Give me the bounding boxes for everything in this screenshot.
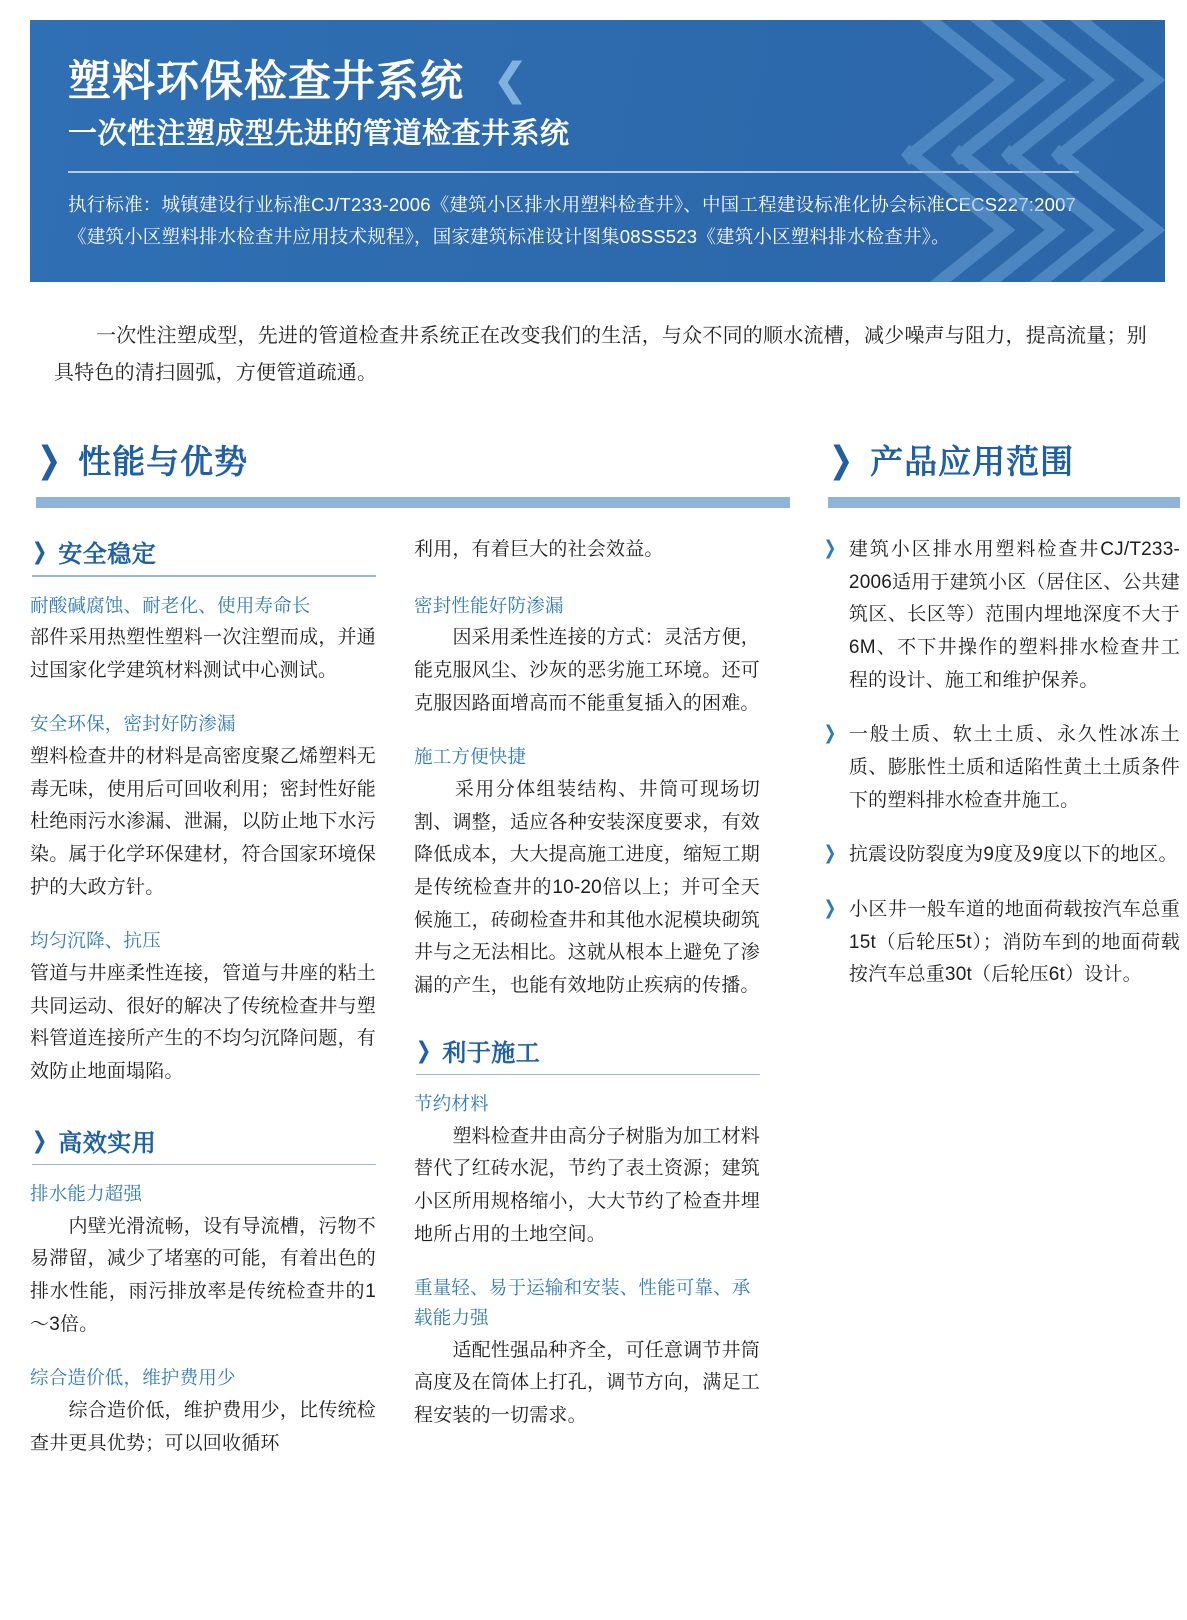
feature-text: 综合造价低，维护费用少，比传统检查井更具优势；可以回收循环: [30, 1400, 376, 1454]
right-section-bar: [828, 497, 1180, 508]
chevron-right-icon: ❯: [37, 438, 62, 480]
right-section-title: 产品应用范围: [870, 443, 1075, 480]
feature-title: 耐酸碱腐蚀、耐老化、使用寿命长: [30, 594, 311, 616]
list-item: [822, 534, 1180, 697]
chevron-right-icon: ❯: [823, 843, 837, 865]
banner-standards-text: 执行标准：城镇建设行业标准CJ/T233-2006《建筑小区排水用塑料检查井》、中国工程建设标准化协会标准CECS227:2007《建筑小区塑料排水检查井应用技术规程》，国家建筑标准设计图集08SS523《建筑小区塑料排水检查井》。: [68, 193, 1077, 247]
document-page: [0, 20, 1187, 1620]
feature-item: [30, 1363, 376, 1460]
feature-text: 部件采用热塑性塑料一次注塑而成，并通过国家化学建筑材料测试中心测试。: [30, 627, 376, 681]
double-chevron-left-icon: ❮: [492, 55, 530, 104]
feature-item: [414, 742, 760, 1002]
chevron-right-icon: ❯: [823, 723, 837, 745]
left-section: [30, 436, 790, 1482]
subsection-divider: [416, 1074, 760, 1076]
left-section-bar: [36, 497, 790, 508]
feature-item: [30, 591, 376, 688]
feature-title: 密封性能好防渗漏: [414, 594, 564, 616]
application-list: [822, 534, 1180, 992]
feature-item: [30, 1179, 376, 1341]
chevron-right-icon: ❯: [415, 1036, 432, 1063]
subsection-divider: [32, 1164, 376, 1166]
list-item: [822, 839, 1180, 872]
subsection-title: 高效实用: [58, 1129, 157, 1157]
chevron-right-icon: ❯: [31, 538, 48, 564]
feature-item: [414, 1089, 760, 1251]
subsection-title: 安全稳定: [58, 541, 157, 568]
intro-text: 一次性注塑成型，先进的管道检查井系统正在改变我们的生活，与众不同的顺水流槽，减少噪声与阻力，提高流量；别具特色的清扫圆弧，方便管道疏通。: [54, 325, 1147, 384]
left-subcolumn-2: [414, 534, 760, 1482]
feature-title: 重量轻、易于运输和安装、性能可靠、承载能力强: [414, 1277, 751, 1328]
banner-divider: [68, 171, 1079, 173]
continuation-text: 利用，有着巨大的社会效益。: [414, 539, 664, 560]
banner-subtitle: 一次性注塑成型先进的管道检查井系统: [68, 118, 570, 151]
list-item-text: 抗震设防裂度为9度及9度以下的地区。: [848, 844, 1178, 866]
feature-text: 管道与井座柔性连接，管道与井座的粘土共同运动、很好的解决了传统检查井与塑料管道连接所产生的不均匀沉降问题，有效防止地面塌陷。: [30, 962, 376, 1082]
intro-paragraph: [54, 318, 1147, 392]
chevron-right-icon: ❯: [829, 438, 854, 480]
list-item: [822, 719, 1180, 817]
list-item-text: 建筑小区排水用塑料检查井CJ/T233-2006适用于建筑小区（居住区、公共建筑区、长区等）范围内埋地深度不大于6M、不下井操作的塑料排水检查井工程的设计、施工和维护保养。: [848, 539, 1180, 691]
subsection-heading-safety: [30, 534, 376, 569]
feature-text: 采用分体组装结构、井筒可现场切割、调整，适应各种安装深度要求，有效降低成本，大大提高施工进度，缩短工期是传统检查井的10-20倍以上；并可全天候施工，砖砌检查井和其他水泥模块砌筑井与之无法相比。这就从根本上避免了渗漏的产生，也能有效地防止疾病的传播。: [414, 778, 760, 996]
subsection-divider: [32, 575, 376, 577]
subsection-heading-construction: [414, 1033, 760, 1068]
list-item-text: 小区井一般车道的地面荷载按汽车总重15t（后轮压5t）；消防车到的地面荷载按汽车总重30t（后轮压6t）设计。: [848, 899, 1180, 986]
left-subcolumns: [30, 534, 790, 1482]
feature-text: 塑料检查井的材料是高密度聚乙烯塑料无毒无味，使用后可回收利用；密封性好能杜绝雨污水渗漏、泄漏，以防止地下水污染。属于化学环保建材，符合国家环境保护的大政方针。: [30, 746, 376, 898]
feature-title: 安全环保，密封好防渗漏: [30, 713, 236, 735]
left-subcolumn-1: [30, 534, 376, 1482]
feature-title: 排水能力超强: [30, 1183, 143, 1205]
feature-text: 因采用柔性连接的方式：灵活方便，能克服风尘、沙灰的恶劣施工环境。还可克服因路面增高而不能重复插入的困难。: [414, 627, 760, 714]
right-section: [822, 436, 1180, 1014]
chevron-right-icon: ❯: [823, 538, 837, 559]
feature-item: [414, 1273, 760, 1432]
banner-title-text: 塑料环保检查井系统: [68, 58, 464, 106]
subsection-title: 利于施工: [442, 1039, 541, 1067]
feature-text: 内壁光滑流畅，设有导流槽，污物不易滞留，减少了堵塞的可能，有着出色的排水性能，雨污排放率是传统检查井的1～3倍。: [30, 1215, 376, 1335]
subsection-heading-efficiency: [30, 1123, 376, 1158]
feature-title: 综合造价低，维护费用少: [30, 1367, 236, 1389]
list-item: [822, 894, 1180, 992]
feature-title: 均匀沉降、抗压: [30, 930, 161, 952]
feature-item: [414, 591, 760, 721]
feature-text: 塑料检查井由高分子树脂为加工材料替代了红砖水泥，节约了表土资源；建筑小区所用规格缩小，大大节约了检查井埋地所占用的土地空间。: [414, 1125, 760, 1245]
list-item-text: 一般土质、软土土质、永久性冰冻土质、膨胀性土质和适陷性黄土土质条件下的塑料排水检查井施工。: [848, 724, 1180, 811]
feature-item: [30, 709, 376, 904]
left-section-heading: [30, 436, 790, 483]
feature-text: 适配性强品种齐全，可任意调节井筒高度及在筒体上打孔，调节方向，满足工程安装的一切需求。: [414, 1339, 760, 1426]
feature-title: 节约材料: [414, 1093, 489, 1115]
right-section-heading: [822, 436, 1180, 483]
feature-title: 施工方便快捷: [414, 746, 527, 768]
banner-title: [68, 56, 1121, 106]
chevron-right-icon: ❯: [31, 1126, 48, 1153]
chevron-right-icon: ❯: [823, 898, 837, 920]
header-banner: [30, 20, 1165, 282]
body-columns: [30, 436, 1180, 1482]
feature-item: [30, 926, 376, 1088]
left-section-title: 性能与优势: [78, 443, 249, 480]
